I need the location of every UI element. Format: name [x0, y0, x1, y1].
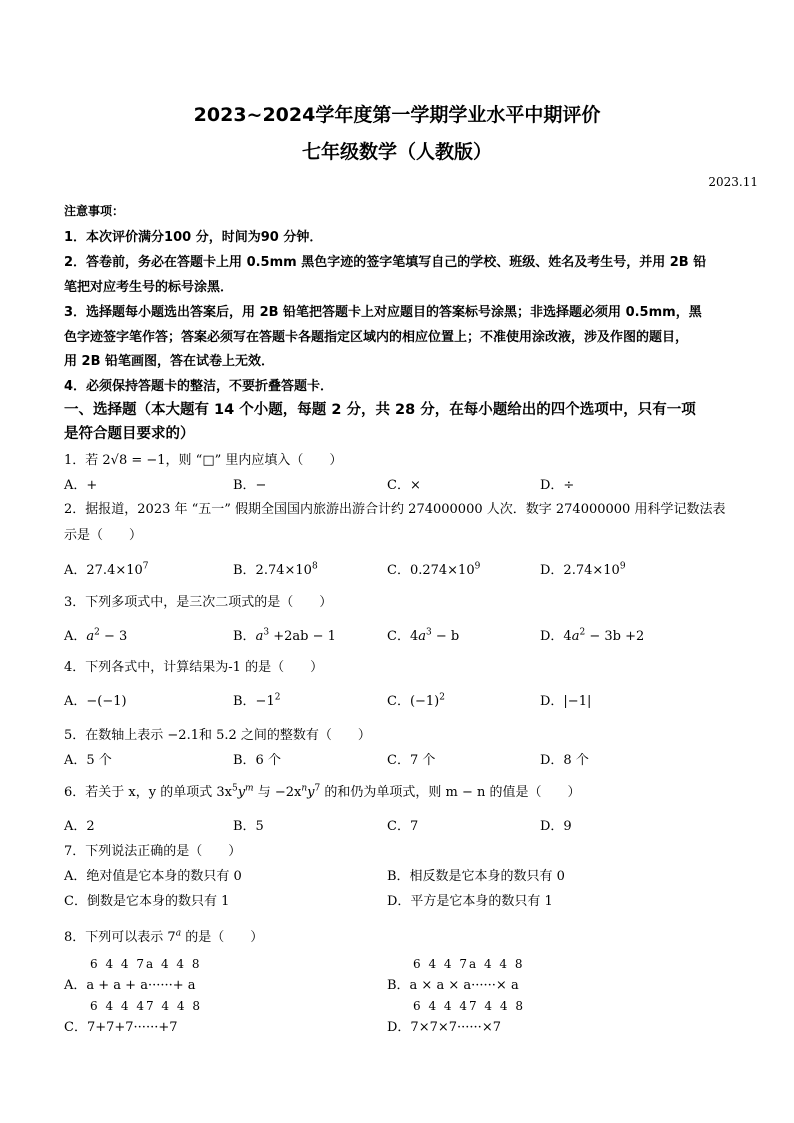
question-2-stem: 2．据报道，2023 年 “五一” 假期全国国内旅游出游合计约 274000000 人次．数字 274000000 用科学记数法表 [64, 502, 726, 517]
q5-option-a: A．5 个 [64, 753, 112, 768]
q3-a-exponent: 2 [94, 627, 100, 638]
q6-stem-end: 的和仍为单项式，则 m − n 的值是（ ） [320, 785, 581, 800]
q6-option-c: C．7 [387, 819, 419, 834]
q6-exp-3: n [301, 783, 308, 794]
question-8-stem [64, 926, 263, 945]
q7-option-b: B．相反数是它本身的数只有 0 [387, 869, 565, 884]
q3-d-var: a [571, 629, 580, 644]
q1-option-c: C．× [387, 478, 421, 493]
q7-option-c: C．倒数是它本身的数只有 1 [64, 894, 230, 909]
q2-option-d [540, 559, 626, 578]
q8-stem-start: 8．下列可以表示 7 [64, 930, 176, 945]
notice-item-3-cont: 色字迹签字笔作答；答案必须写在答题卡各题指定区域内的相应位置上；不准使用涂改液，涉及作图的题目， [64, 330, 689, 345]
q3-option-d [540, 625, 644, 644]
q8-stem-exponent: a [175, 928, 182, 939]
q3-b-exponent: 3 [263, 627, 270, 638]
q3-b-label: B． [233, 629, 256, 644]
q3-b-var: a [255, 629, 264, 644]
q4-option-c [387, 690, 445, 709]
q3-d-exponent: 2 [579, 627, 586, 638]
notice-item-2: 2．答卷前，务必在答题卡上用 0.5mm 黑色字迹的签字笔填写自己的学校、班级、姓名及考生号，并用 2B 铅 [64, 255, 707, 270]
q5-option-d: D．8 个 [540, 753, 589, 768]
q3-c-var: a [418, 629, 426, 644]
notice-item-3: 3．选择题每小题选出答案后，用 2B 铅笔把答题卡上对应题目的答案标号涂黑；非选择题必须用 0.5mm，黑 [64, 305, 702, 320]
exam-subtitle: 七年级数学（人教版） [301, 141, 492, 163]
q3-c-rest: − b [431, 629, 460, 644]
question-1-stem: 1．若 2√8 = −1，则 “□” 里内应填入（ ） [64, 453, 343, 468]
q3-c-exponent: 3 [425, 627, 432, 638]
q6-exp-2: m [245, 783, 254, 794]
q6-option-a: A．2 [64, 819, 95, 834]
q3-b-rest: +2ab − 1 [269, 629, 336, 644]
q1-option-d: D．÷ [540, 478, 575, 493]
q4-option-b [233, 690, 280, 709]
q6-var-y2: y [307, 785, 315, 800]
q8-c-brace: 6 4 4 47 4 4 8 [90, 999, 202, 1013]
section-heading-cont: 是符合题目要求的） [64, 426, 195, 442]
question-4-stem: 4．下列各式中，计算结果为-1 的是（ ） [64, 660, 324, 675]
q6-option-d: D．9 [540, 819, 572, 834]
q6-exp-1: 5 [231, 783, 238, 794]
q2-c-base: C．0.274×10 [387, 563, 475, 578]
q6-option-b: B．5 [233, 819, 264, 834]
question-6-stem [64, 781, 581, 800]
q2-b-exponent: 8 [311, 561, 318, 572]
q3-d-label: D．4 [540, 629, 572, 644]
q8-option-d: D．7×7×7······×7 [387, 1020, 501, 1035]
q2-option-c [387, 559, 480, 578]
section-heading: 一、选择题（本大题有 14 个小题，每题 2 分，共 28 分，在每小题给出的四个选项中，只有一项 [64, 402, 696, 418]
notice-item-3-cont2: 用 2B 铅笔画图，答在试卷上无效． [64, 354, 275, 369]
q4-c-base: C．(−1) [387, 694, 440, 709]
q8-option-c: C．7+7+7······+7 [64, 1020, 178, 1035]
question-2-stem-cont: 示是（ ） [64, 528, 143, 543]
q8-a-brace: 6 4 4 7a 4 4 8 [90, 957, 202, 971]
q3-a-rest: − 3 [99, 629, 128, 644]
q4-b-exponent: 2 [274, 692, 281, 703]
q8-d-brace: 6 4 4 47 4 4 8 [413, 999, 525, 1013]
q3-d-rest: − 3b +2 [585, 629, 645, 644]
q8-stem-end: 的是（ ） [181, 930, 264, 945]
q2-b-base: B．2.74×10 [233, 563, 312, 578]
q6-stem-mid: 与 −2x [253, 785, 302, 800]
question-5-stem: 5．在数轴上表示 −2.1和 5.2 之间的整数有（ ） [64, 728, 371, 743]
q4-c-exponent: 2 [439, 692, 445, 703]
q8-option-b: B．a × a × a······× a [387, 978, 519, 993]
q2-option-b [233, 559, 318, 578]
q1-option-a: A．+ [64, 478, 98, 493]
notice-item-2-cont: 笔把对应考生号的标号涂黑． [64, 280, 234, 295]
exam-date: 2023.11 [708, 175, 758, 189]
q2-a-exponent: 7 [142, 561, 149, 572]
q6-exp-4: 7 [314, 783, 321, 794]
q4-option-d: D．|−1| [540, 694, 592, 709]
q3-a-var: a [86, 629, 95, 644]
q3-option-c [387, 625, 459, 644]
q2-d-exponent: 9 [619, 561, 626, 572]
q2-c-exponent: 9 [474, 561, 481, 572]
q4-option-a: A．−(−1) [64, 694, 127, 709]
q4-b-base: B．−1 [233, 694, 275, 709]
question-3-stem: 3．下列多项式中，是三次二项式的是（ ） [64, 595, 333, 610]
q6-stem-start: 6．若关于 x，y 的单项式 3x [64, 785, 232, 800]
q3-a-label: A． [64, 629, 87, 644]
q6-var-y1: y [237, 785, 246, 800]
notice-item-1: 1．本次评价满分100 分，时间为90 分钟． [64, 230, 323, 245]
question-7-stem: 7．下列说法正确的是（ ） [64, 844, 242, 859]
q1-option-b: B．− [233, 478, 267, 493]
q7-option-d: D．平方是它本身的数只有 1 [387, 894, 553, 909]
q3-option-b [233, 625, 336, 644]
q2-a-base: A．27.4×10 [64, 563, 143, 578]
q7-option-a: A．绝对值是它本身的数只有 0 [64, 869, 242, 884]
notice-item-4: 4．必须保持答题卡的整洁，不要折叠答题卡． [64, 379, 334, 394]
q5-option-b: B．6 个 [233, 753, 281, 768]
q8-option-a: A．a + a + a······+ a [64, 978, 196, 993]
q3-option-a [64, 625, 127, 644]
notice-heading: 注意事项： [64, 204, 125, 218]
exam-title: 2023~2024学年度第一学期学业水平中期评价 [193, 104, 601, 126]
q3-c-label: C．4 [387, 629, 419, 644]
q2-option-a [64, 559, 149, 578]
q2-d-base: D．2.74×10 [540, 563, 620, 578]
q5-option-c: C．7 个 [387, 753, 436, 768]
q8-b-brace: 6 4 4 7a 4 4 8 [413, 957, 525, 971]
